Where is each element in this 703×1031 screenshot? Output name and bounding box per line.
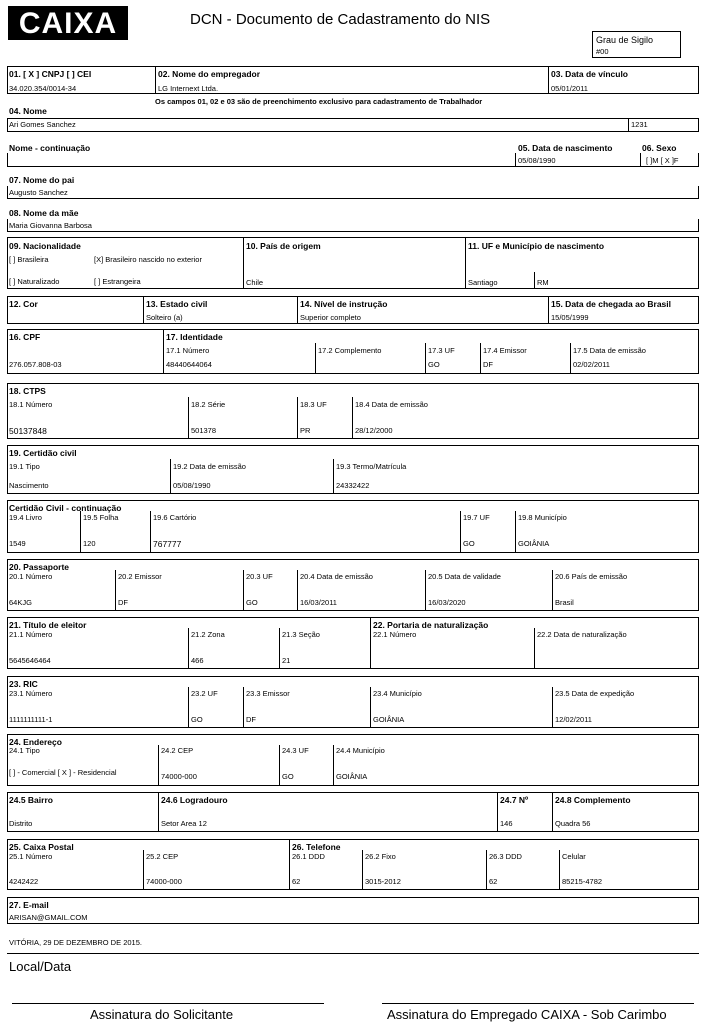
f24-8-value[interactable]: Quadra 56	[555, 819, 591, 828]
f17-2-label: 17.2 Complemento	[318, 346, 382, 355]
f26-2-label: 26.2 Fixo	[365, 852, 396, 861]
f18-3-label: 18.3 UF	[300, 400, 327, 409]
f16-label: 16. CPF	[9, 332, 41, 342]
f20-4-label: 20.4 Data de emissão	[300, 572, 373, 581]
f24-7-label: 24.7 Nº	[500, 795, 529, 805]
f04c-label: Nome - continuação	[9, 143, 91, 153]
f21-3-label: 21.3 Seção	[282, 630, 320, 639]
f19-4-value[interactable]: 1549	[9, 539, 26, 548]
f17-1-label: 17.1 Número	[166, 346, 210, 355]
f11-uf[interactable]: RM	[537, 278, 549, 287]
f07-label: 07. Nome do pai	[9, 175, 75, 185]
f06-label: 06. Sexo	[642, 143, 677, 153]
signature-employee-label: Assinatura do Empregado CAIXA - Sob Carimbo	[387, 1007, 667, 1022]
f20-5-label: 20.5 Data de validade	[428, 572, 501, 581]
f23-3-label: 23.3 Emissor	[246, 689, 290, 698]
f26-1-value[interactable]: 62	[292, 877, 301, 886]
f06-value[interactable]: [ ]M [ X ]F	[646, 156, 679, 165]
f24-2-label: 24.2 CEP	[161, 746, 194, 755]
f24-5-label: 24.5 Bairro	[9, 795, 53, 805]
f21-1-value[interactable]: 5645646464	[9, 656, 51, 665]
f03-label: 03. Data de vínculo	[551, 69, 628, 79]
f27-label: 27. E-mail	[9, 900, 49, 910]
f08-value[interactable]: Maria Giovanna Barbosa	[9, 221, 92, 230]
f02-label: 02. Nome do empregador	[158, 69, 261, 79]
f18-1-value[interactable]: 50137848	[9, 426, 47, 436]
f25-2-label: 25.2 CEP	[146, 852, 179, 861]
f18-1-label: 18.1 Número	[9, 400, 53, 409]
f26-2-value[interactable]: 3015-2012	[365, 877, 401, 886]
f21-1-label: 21.1 Número	[9, 630, 53, 639]
f05-value[interactable]: 05/08/1990	[518, 156, 556, 165]
f08-label: 08. Nome da mãe	[9, 208, 79, 218]
f18-2-value[interactable]: 501378	[191, 426, 217, 435]
f20-2-value[interactable]: DF	[118, 598, 128, 607]
signature-line-applicant	[12, 1003, 324, 1004]
f03-value[interactable]: 05/01/2011	[551, 84, 588, 93]
f18-label: 18. CTPS	[9, 386, 46, 396]
f25-label: 25. Caixa Postal	[9, 842, 74, 852]
f11-label: 11. UF e Município de nascimento	[468, 241, 605, 251]
f04-value[interactable]: Ari Gomes Sanchez	[9, 120, 76, 129]
f20-1-label: 20.1 Número	[9, 572, 53, 581]
f15-value[interactable]: 15/05/1999	[551, 313, 589, 322]
f13-label: 13. Estado civil	[146, 299, 208, 309]
f19-3-value[interactable]: 24332422	[336, 481, 370, 490]
f17-4-label: 17.4 Emissor	[483, 346, 527, 355]
f24-3-value[interactable]: GO	[282, 772, 294, 781]
f18-4-label: 18.4 Data de emissão	[355, 400, 428, 409]
f09-opt-naturalizado[interactable]: [ ] Naturalizado	[9, 277, 60, 286]
f20-3-label: 20.3 UF	[246, 572, 273, 581]
f23-4-value[interactable]: GOIÂNIA	[373, 715, 405, 724]
f23-5-label: 23.5 Data de expedição	[555, 689, 635, 698]
f13-value[interactable]: Solteiro (a)	[146, 313, 183, 322]
f20-3-value[interactable]: GO	[246, 598, 258, 607]
f26-cel-value[interactable]: 85215-4782	[562, 877, 603, 886]
signature-line-employee	[382, 1003, 694, 1004]
f17-1-value[interactable]: 48440644064	[166, 360, 212, 369]
f22-1-label: 22.1 Número	[373, 630, 417, 639]
f19-7-value[interactable]: GO	[463, 539, 475, 548]
f20-label: 20. Passaporte	[9, 562, 70, 572]
f20-4-value[interactable]: 16/03/2011	[300, 598, 337, 607]
f26-1-label: 26.1 DDD	[292, 852, 325, 861]
f09-label: 09. Nacionalidade	[9, 241, 81, 251]
f17-3-value[interactable]: GO	[428, 360, 440, 369]
f21-2-label: 21.2 Zona	[191, 630, 225, 639]
f20-2-label: 20.2 Emissor	[118, 572, 162, 581]
f01-value[interactable]: 34.020.354/0014-34	[9, 84, 77, 93]
f19-7-label: 19.7 UF	[463, 513, 490, 522]
f26-3-label: 26.3 DDD	[489, 852, 522, 861]
f17-5-value[interactable]: 02/02/2011	[573, 360, 610, 369]
f09-opt-brasileira[interactable]: [ ] Brasileira	[9, 255, 49, 264]
f18-4-value[interactable]: 28/12/2000	[355, 426, 393, 435]
f14-value[interactable]: Superior completo	[300, 313, 361, 322]
f05-label: 05. Data de nascimento	[518, 143, 613, 153]
f24-4-label: 24.4 Município	[336, 746, 385, 755]
f20-6-label: 20.6 País de emissão	[555, 572, 628, 581]
f19-6-value[interactable]: 767777	[153, 539, 182, 549]
f21-3-value[interactable]: 21	[282, 656, 291, 665]
f10-value[interactable]: Chile	[246, 278, 264, 287]
f04-code[interactable]: 1231	[631, 120, 648, 129]
f24-7-value[interactable]: 146	[500, 819, 513, 828]
f04-label: 04. Nome	[9, 106, 47, 116]
f17-4-value[interactable]: DF	[483, 360, 493, 369]
caixa-logo: CAIXA	[8, 6, 128, 40]
f24-1-label: 24.1 Tipo	[9, 746, 40, 755]
f24-6-label: 24.6 Logradouro	[161, 795, 228, 805]
f10-label: 10. País de origem	[246, 241, 321, 251]
f07-value[interactable]: Augusto Sanchez	[9, 188, 68, 197]
f23-4-label: 23.4 Município	[373, 689, 422, 698]
f23-2-value[interactable]: GO	[191, 715, 203, 724]
f16-value[interactable]: 276.057.808-03	[9, 360, 62, 369]
f21-2-value[interactable]: 466	[191, 656, 204, 665]
f19c-label: Certidão Civil - continuação	[9, 503, 122, 513]
f19-1-value[interactable]: Nascimento	[9, 481, 49, 490]
f22-label: 22. Portaria de naturalização	[373, 620, 489, 630]
f14-label: 14. Nível de instrução	[300, 299, 388, 309]
f02-value[interactable]: LG Internext Ltda.	[158, 84, 219, 93]
f17-3-label: 17.3 UF	[428, 346, 455, 355]
f19-2-label: 19.2 Data de emissão	[173, 462, 246, 471]
f27-value[interactable]: ARISAN@GMAIL.COM	[9, 913, 88, 922]
f23-2-label: 23.2 UF	[191, 689, 218, 698]
f24-5-value[interactable]: Distrito	[9, 819, 33, 828]
f26-3-value[interactable]: 62	[489, 877, 498, 886]
f20-5-value[interactable]: 16/03/2020	[428, 598, 466, 607]
f09-opt-exterior[interactable]: [X] Brasileiro nascido no exterior	[94, 255, 202, 264]
f23-1-label: 23.1 Número	[9, 689, 53, 698]
f19-label: 19. Certidão civil	[9, 448, 77, 458]
f24-4-value[interactable]: GOIÂNIA	[336, 772, 368, 781]
f23-1-value[interactable]: 1111111111-1	[9, 715, 53, 724]
f15-label: 15. Data de chegada ao Brasil	[551, 299, 671, 309]
f20-6-value[interactable]: Brasil	[555, 598, 574, 607]
f17-label: 17. Identidade	[166, 332, 223, 342]
f20-1-value[interactable]: 64KJG	[9, 598, 32, 607]
f22-2-label: 22.2 Data de naturalização	[537, 630, 627, 639]
f26-label: 26. Telefone	[292, 842, 341, 852]
f25-1-label: 25.1 Número	[9, 852, 53, 861]
f23-label: 23. RIC	[9, 679, 38, 689]
f19-6-label: 19.6 Cartório	[153, 513, 197, 522]
f25-2-value[interactable]: 74000-000	[146, 877, 182, 886]
f19-8-label: 19.8 Município	[518, 513, 567, 522]
f01-label: 01. [ X ] CNPJ [ ] CEI	[9, 69, 92, 79]
notice-text: Os campos 01, 02 e 03 são de preenchimento exclusivo para cadastramento de Trabalhador	[155, 97, 483, 106]
f24-3-label: 24.3 UF	[282, 746, 309, 755]
f24-2-value[interactable]: 74000-000	[161, 772, 197, 781]
f09-opt-estrangeira[interactable]: [ ] Estrangeira	[94, 277, 141, 286]
f18-2-label: 18.2 Série	[191, 400, 226, 409]
f19-5-value[interactable]: 120	[83, 539, 96, 548]
f23-5-value[interactable]: 12/02/2011	[555, 715, 592, 724]
sigilo-label: Grau de Sigilo	[596, 35, 654, 45]
f21-label: 21. Título de eleitor	[9, 620, 87, 630]
f26-cel-label: Celular	[562, 852, 586, 861]
f24-8-label: 24.8 Complemento	[555, 795, 631, 805]
f19-1-label: 19.1 Tipo	[9, 462, 40, 471]
f24-label: 24. Endereço	[9, 737, 62, 747]
f17-5-label: 17.5 Data de emissão	[573, 346, 646, 355]
f19-5-label: 19.5 Folha	[83, 513, 119, 522]
f19-8-value[interactable]: GOIÂNIA	[518, 539, 550, 548]
f18-3-value[interactable]: PR	[300, 426, 311, 435]
f19-4-label: 19.4 Livro	[9, 513, 42, 522]
f24-1-value[interactable]: [ ] - Comercial [ X ] - Residencial	[9, 768, 117, 777]
local-data-label: Local/Data	[9, 959, 72, 974]
f11-city[interactable]: Santiago	[468, 278, 498, 287]
f25-1-value[interactable]: 4242422	[9, 877, 39, 886]
f23-3-value[interactable]: DF	[246, 715, 256, 724]
sigilo-value: #00	[596, 47, 609, 56]
f24-6-value[interactable]: Setor Area 12	[161, 819, 207, 828]
place-date: VITÓRIA, 29 DE DEZEMBRO DE 2015.	[9, 938, 142, 947]
f19-2-value[interactable]: 05/08/1990	[173, 481, 211, 490]
signature-applicant-label: Assinatura do Solicitante	[90, 1007, 234, 1022]
page-title: DCN - Documento de Cadastramento do NIS	[190, 11, 491, 28]
f12-label: 12. Cor	[9, 299, 38, 309]
f19-3-label: 19.3 Termo/Matrícula	[336, 462, 407, 471]
